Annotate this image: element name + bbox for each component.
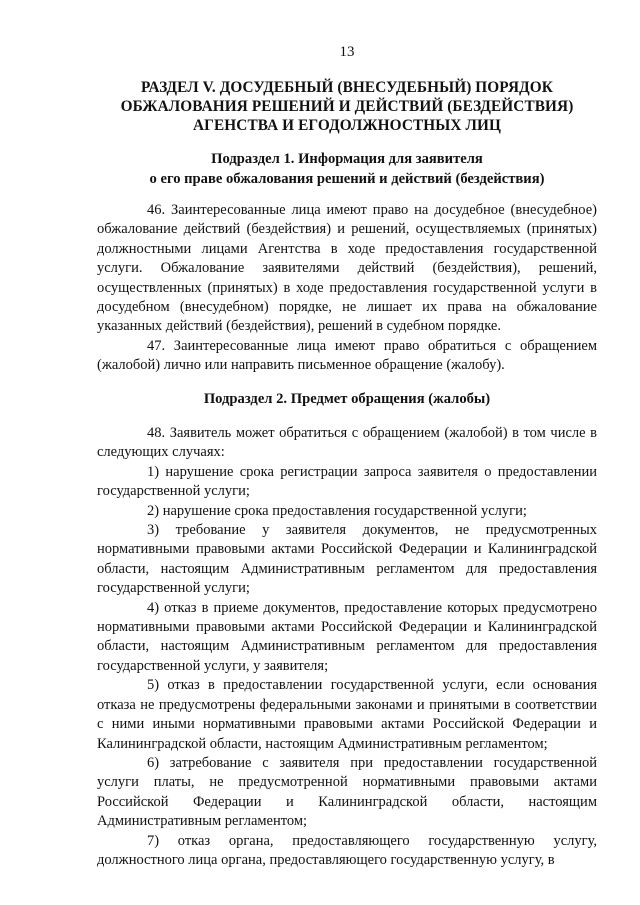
paragraph-46: 46. Заинтересованные лица имеют право на досудебное (внесудебное) обжалование действий (бездействия) и решений, осуществляемых (принятых) должностными лицами Агентства в ходе предоставления государственной услуги. Обжалование заявителями действий (бездействия), решений, осуществленных (принятых) в ходе предоставления государственной услуги в досудебном (внесудебном) порядке, не лишает их права на обжалование указанных действий (бездействия), решений в судебном порядке. <box>97 202 597 335</box>
page-number: 13 <box>339 44 355 60</box>
subsection-1-body <box>97 201 597 376</box>
list-item-2: 2) нарушение срока предоставления государственной услуги; <box>147 502 527 519</box>
list-item-3: 3) требование у заявителя документов, не предусмотренных нормативными правовыми актами Российской Федерации и Калининградской области, настоящим Административным регламентом для предоставления государственной услуги; <box>97 522 597 597</box>
subsection-2-heading <box>97 389 597 409</box>
list-item-5: 5) отказ в предоставлении государственной услуги, если основания отказа не предусмотрены федеральными законами и принятыми в соответствии с ними иными нормативными правовыми актами Российской Федерации и Калининградской области, настоящим Административным регламентом; <box>97 677 597 752</box>
subsection-1-heading <box>97 149 597 189</box>
section-title-line: ОБЖАЛОВАНИЯ РЕШЕНИЙ И ДЕЙСТВИЙ (БЕЗДЕЙСТВИЯ) <box>120 98 574 115</box>
paragraph-48: 48. Заявитель может обратиться с обращением (жалобой) в том числе в следующих случаях: <box>97 425 597 461</box>
list-item-7: 7) отказ органа, предоставляющего государственную услугу, должностного лица органа, предоставляющего государственную услугу, в <box>97 832 597 868</box>
paragraph-47: 47. Заинтересованные лица имеют право обратиться с обращением (жалобой) лично или направить письменное обращение (жалобу). <box>97 337 597 374</box>
subsection-2-body <box>97 424 597 870</box>
section-title-line: АГЕНСТВА И ЕГОДОЛЖНОСТНЫХ ЛИЦ <box>193 117 501 134</box>
list-item-6: 6) затребование с заявителя при предоставлении государственной услуги платы, не предусмотренной нормативными правовыми актами Российской Федерации и Калининградской области, настоящим Административным регламентом; <box>97 754 597 830</box>
section-title <box>97 78 597 135</box>
subsection-heading-line: Подраздел 2. Предмет обращения (жалобы) <box>203 391 491 407</box>
subsection-heading-line: о его праве обжалования решений и действий (бездействия) <box>149 171 545 187</box>
section-title-line: РАЗДЕЛ V. ДОСУДЕБНЫЙ (ВНЕСУДЕБНЫЙ) ПОРЯДОК <box>141 79 553 96</box>
list-item-4: 4) отказ в приеме документов, предоставление которых предусмотрено нормативными правовыми актами Российской Федерации и Калининградской области, настоящим Административным регламентом для предоставления государственной услуги, у заявителя; <box>97 599 597 674</box>
subsection-heading-line: Подраздел 1. Информация для заявителя <box>211 151 483 167</box>
list-item-1: 1) нарушение срока регистрации запроса заявителя о предоставлении государственной услуги; <box>97 463 597 500</box>
